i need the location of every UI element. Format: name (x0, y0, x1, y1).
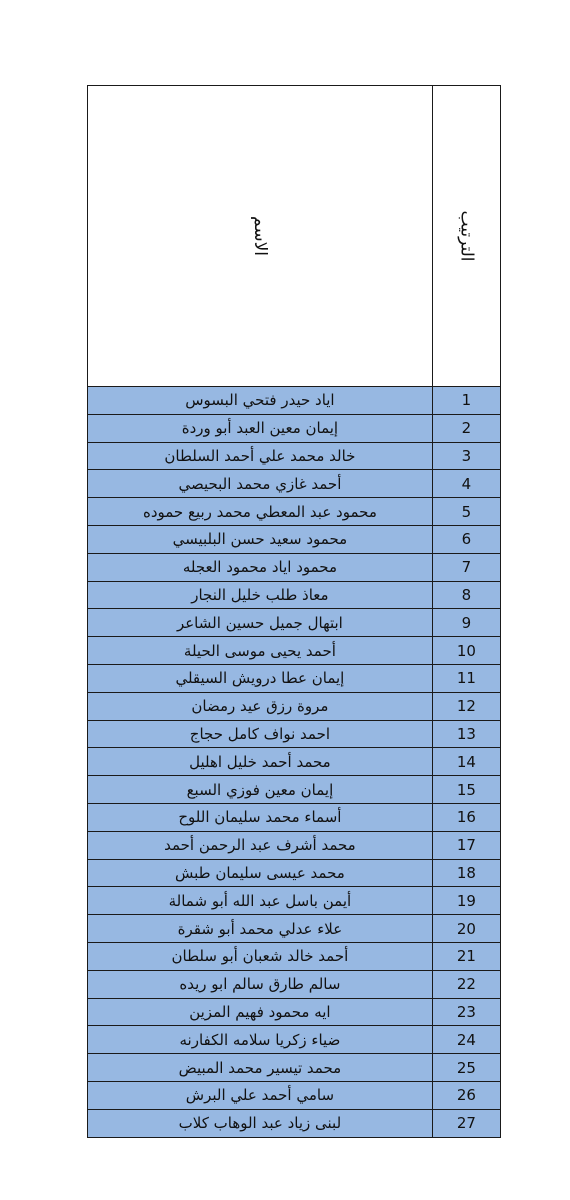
table-row (88, 831, 501, 859)
rank-cell: 10 (432, 637, 500, 665)
rank-cell: 21 (432, 942, 500, 970)
table-row (88, 609, 501, 637)
rank-cell: 13 (432, 720, 500, 748)
name-cell: ابتهال جميل حسين الشاعر (88, 609, 433, 637)
header-rank-cell (432, 86, 500, 387)
table-row (88, 553, 501, 581)
rank-cell: 2 (432, 414, 500, 442)
name-cell: أيمن باسل عبد الله أبو شمالة (88, 887, 433, 915)
rank-cell: 17 (432, 831, 500, 859)
rank-cell: 19 (432, 887, 500, 915)
rank-cell: 18 (432, 859, 500, 887)
rank-cell: 6 (432, 525, 500, 553)
rank-cell: 24 (432, 1026, 500, 1054)
table-row (88, 637, 501, 665)
table-row (88, 692, 501, 720)
table-row (88, 887, 501, 915)
name-cell: علاء عدلي محمد أبو شقرة (88, 915, 433, 943)
rank-cell: 3 (432, 442, 500, 470)
rank-cell: 20 (432, 915, 500, 943)
table-row (88, 776, 501, 804)
name-cell: ايه محمود فهيم المزين (88, 998, 433, 1026)
name-cell: محمد أحمد خليل اهليل (88, 748, 433, 776)
name-cell: اياد حيدر فتحي البسوس (88, 387, 433, 415)
table-row (88, 1026, 501, 1054)
table-body (88, 86, 501, 1138)
name-cell: أحمد يحيى موسى الحيلة (88, 637, 433, 665)
table-row (88, 748, 501, 776)
header-name-label: الاسم (249, 216, 270, 256)
name-cell: إيمان عطا درويش السيقلي (88, 664, 433, 692)
name-cell: سامي أحمد علي البرش (88, 1081, 433, 1109)
table-row (88, 915, 501, 943)
table-row (88, 1081, 501, 1109)
header-name-cell (88, 86, 433, 387)
table-row (88, 498, 501, 526)
name-cell: أسماء محمد سليمان اللوح (88, 803, 433, 831)
table-row (88, 970, 501, 998)
name-cell: محمد عيسى سليمان طبش (88, 859, 433, 887)
name-cell: خالد محمد علي أحمد السلطان (88, 442, 433, 470)
table-row (88, 942, 501, 970)
table-row (88, 387, 501, 415)
table-row (88, 581, 501, 609)
header-row (88, 86, 501, 387)
table-row (88, 664, 501, 692)
name-cell: محمود اياد محمود العجله (88, 553, 433, 581)
name-cell: محمود سعيد حسن البلبيسي (88, 525, 433, 553)
rank-cell: 23 (432, 998, 500, 1026)
table-row (88, 414, 501, 442)
rank-cell: 9 (432, 609, 500, 637)
name-cell: سالم طارق سالم ابو ريده (88, 970, 433, 998)
rank-cell: 25 (432, 1054, 500, 1082)
rank-cell: 15 (432, 776, 500, 804)
name-cell: أحمد غازي محمد البحيصي (88, 470, 433, 498)
name-cell: إيمان معين فوزي السبع (88, 776, 433, 804)
rank-cell: 8 (432, 581, 500, 609)
name-cell: أحمد خالد شعبان أبو سلطان (88, 942, 433, 970)
rank-cell: 1 (432, 387, 500, 415)
name-cell: ضياء زكريا سلامه الكفارنه (88, 1026, 433, 1054)
rank-cell: 14 (432, 748, 500, 776)
name-cell: محمد تيسير محمد المبيض (88, 1054, 433, 1082)
name-cell: مروة رزق عيد رمضان (88, 692, 433, 720)
table-row (88, 1054, 501, 1082)
rank-cell: 4 (432, 470, 500, 498)
names-table (87, 85, 501, 1138)
rank-cell: 26 (432, 1081, 500, 1109)
table-row (88, 859, 501, 887)
name-cell: معاذ طلب خليل النجار (88, 581, 433, 609)
table-row (88, 998, 501, 1026)
rank-cell: 22 (432, 970, 500, 998)
rank-cell: 16 (432, 803, 500, 831)
rank-cell: 11 (432, 664, 500, 692)
header-rank-label: الترتيب (456, 210, 477, 262)
name-cell: إيمان معين العبد أبو وردة (88, 414, 433, 442)
table-row (88, 470, 501, 498)
rank-cell: 27 (432, 1109, 500, 1137)
table-row (88, 442, 501, 470)
name-cell: لبنى زياد عبد الوهاب كلاب (88, 1109, 433, 1137)
table-row (88, 1109, 501, 1137)
table-row (88, 803, 501, 831)
name-cell: محمود عبد المعطي محمد ربيع حموده (88, 498, 433, 526)
name-cell: احمد نواف كامل حجاج (88, 720, 433, 748)
rank-cell: 7 (432, 553, 500, 581)
name-cell: محمد أشرف عبد الرحمن أحمد (88, 831, 433, 859)
rank-cell: 5 (432, 498, 500, 526)
table-row (88, 720, 501, 748)
rank-cell: 12 (432, 692, 500, 720)
table-row (88, 525, 501, 553)
